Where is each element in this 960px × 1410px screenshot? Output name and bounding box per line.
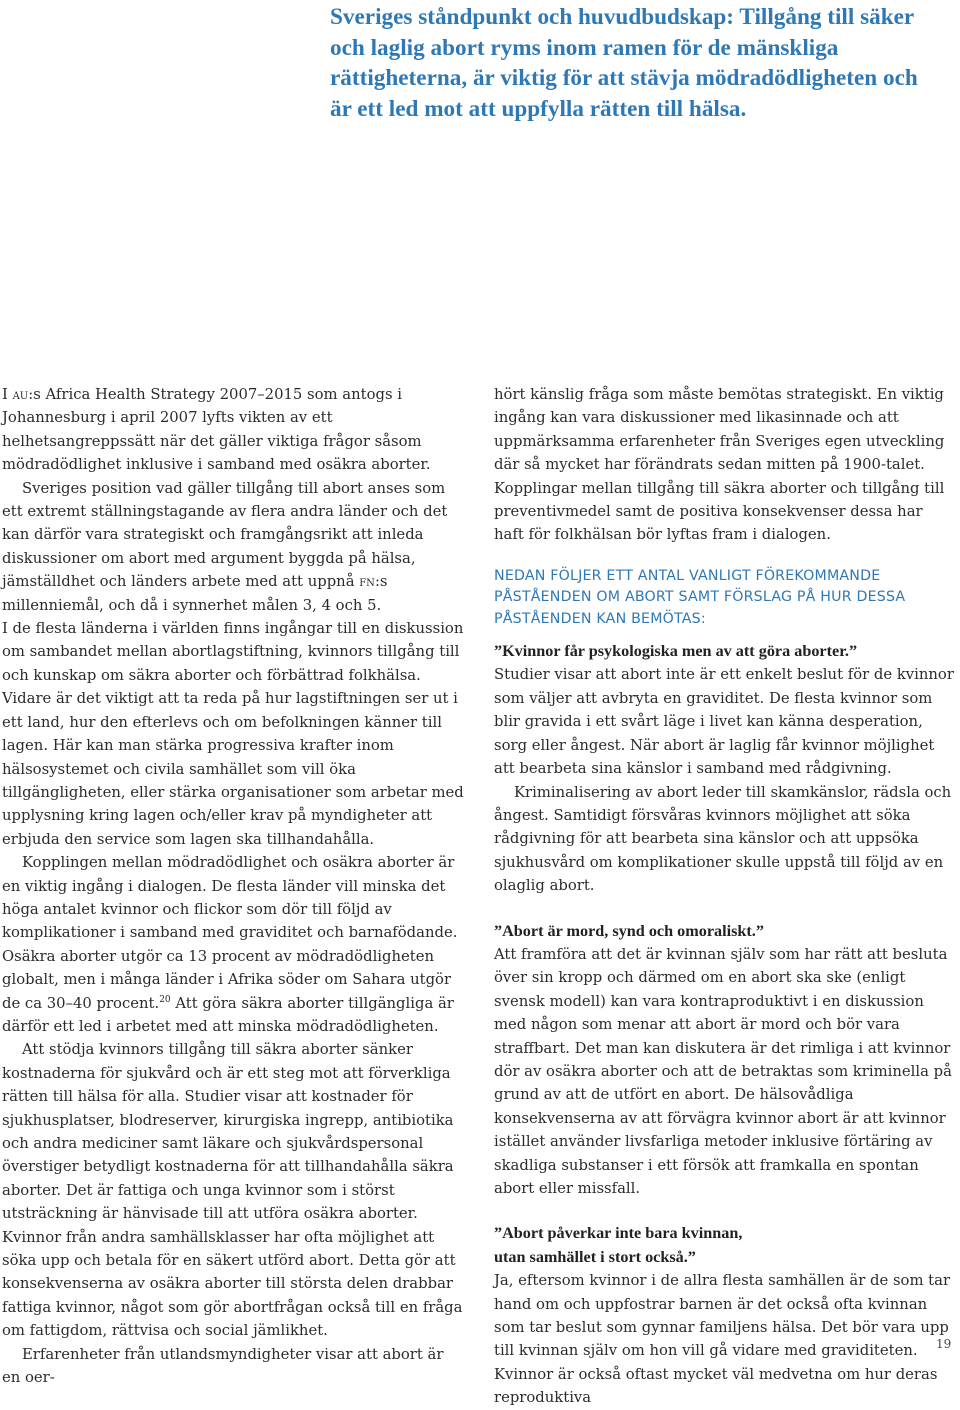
paragraph-experiences: Erfarenheter från utlandsmyndigheter visar att abort är en oer- xyxy=(2,1345,444,1387)
claim-heading-society: ”Abort påverkar inte bara kvinnan, utan samhället i stort också.” xyxy=(494,1224,743,1266)
paragraph-murder-response: Att framföra att det är kvinnan själv som har rätt att besluta över sin kropp och därmed om en abort ska ske (enligt svensk modell) kan vara kontraproduktivt i en diskussion med någon som menar att abort är mord och bör vara straffbart. Det man kan diskutera är det rimliga i att kvinnor dör av osäkra aborter och att de betraktas som kriminella på grund av att de utfört en abort. De hälsovådliga konsekvenserna av att förvägra kvinnor abort är att kvinnor istället använder livsfarliga metoder inklusive förtäring av skadliga substanser i ett försök att framkalla en spontan abort eller missfall. xyxy=(494,945,952,1197)
footnote-ref: 20 xyxy=(159,994,171,1005)
paragraph-society-response: Ja, eftersom kvinnor i de allra flesta samhällen är de som tar hand om och uppfostrar barnen är det också ofta kvinnan som tar beslut som gynnar familjens hälsa. Det bör vara upp till kvinnan själv om hon vill gå vidare med graviditeten. Kvinnor är också oftast mycket väl medvetna om hur deras reproduktiva xyxy=(494,1272,951,1407)
claims-intro-heading: NEDAN FÖLJER ETT ANTAL VANLIGT FÖREKOMMANDE PÅSTÅENDEN OM ABORT SAMT FÖRSLAG PÅ HUR DESSA PÅSTÅENDEN KAN BEMÖTAS: xyxy=(494,567,906,627)
paragraph-sweden-position: Sveriges position vad gäller tillgång till abort anses som ett extremt ställningstagande av flera andra länder och det kan därför vara strategiskt och framgångsrikt att inleda diskussioner om abort med argument byggda på hälsa, jämställdhet och länders arbete med att uppnå fn:s millenniemål, och då i synnerhet målen 3, 4 och 5. xyxy=(2,479,448,614)
spacer xyxy=(494,898,956,920)
claim-heading-murder: ”Abort är mord, synd och omoraliskt.” xyxy=(494,921,764,940)
spacer xyxy=(494,1200,956,1222)
paragraph-continuation: hört känslig fråga som måste bemötas strategiskt. En viktig ingång kan vara diskussioner med likasinnade och att uppmärksamma erfarenheter från Sveriges egen utveckling där så mycket har förändrats sedan mitten på 1900-talet. Kopplingar mellan tillgång till säkra aborter och tillgång till preventivmedel samt de positiva konsekvenser dessa har haft för folkhälsan bör lyftas fram i dialogen. xyxy=(494,386,945,544)
right-column xyxy=(494,383,956,1410)
left-column xyxy=(2,383,464,1389)
page-number: 19 xyxy=(936,1337,952,1351)
section-heading: Sveriges ståndpunkt och huvudbudskap: Tillgång till säker och laglig abort ryms inom ramen för de mänskliga rättigheterna, är viktig för att stävja mödradödligheten och är ett led mot att uppfylla rätten till hälsa. xyxy=(330,4,918,122)
paragraph-maternal-mortality: Kopplingen mellan mödradödlighet och osäkra aborter är en viktig ingång i dialogen. De flesta länder vill minska det höga antalet kvinnor och flickor som dör till följd av komplikationer i samband med graviditet och barnafödande. Osäkra aborter utgör ca 13 procent av mödradödligheten globalt, men i många länder i Afrika söder om Sahara utgör de ca 30–40 procent.$^{20}$ Att göra säkra aborter tillgängliga är därför ett led i arbetet med att minska mödradödligheten. xyxy=(2,854,458,1035)
paragraph-au-strategy: I au:s Africa Health Strategy 2007–2015 som antogs i Johannesburg i april 2007 lyfts vikten av ett helhetsangreppssätt när det gäller viktiga frågor såsom mödradödlighet inklusive i samband med osäkra aborter. xyxy=(2,386,431,474)
paragraph-costs: Att stödja kvinnors tillgång till säkra aborter sänker kostnaderna för sjukvård och är ett steg mot att förverkliga rätten till hälsa för alla. Studier visar att kostnader för sjukhusplatser, blodreserver, kirurgiska ingrepp, antibiotika och andra mediciner samt läkare och sjukvårdspersonal överstiger betydligt kostnaderna för att tillhandahålla säkra aborter. Det är fattiga och unga kvinnor som i störst utsträckning är hänvisade till att utföra osäkra aborter. Kvinnor från andra samhällsklasser har ofta möjlighet att söka upp och betala för en säkert utförd abort. Detta gör att konsekvenserna av osäkra aborter till största delen drabbar fattiga kvinnor, något som gör abortfrågan också till en fråga om fattigdom, rättvisa och social jämlikhet. xyxy=(2,1041,463,1340)
paragraph-studies: Studier visar att abort inte är ett enkelt beslut för de kvinnor som väljer att avbryta en graviditet. De flesta kvinnor som blir gravida i ett svårt läge i livet kan känna desperation, sorg eller ångest. När abort är laglig får kvinnor möjlighet att bearbeta sina känslor i samband med rådgivning. xyxy=(494,666,954,778)
paragraph-criminalisation: Kriminalisering av abort leder till skamkänslor, rädsla och ångest. Samtidigt försvåras kvinnors möjlighet att söka rådgivning för att bearbeta sina känslor och att uppsöka sjukhusvård om komplikationer skulle uppstå till följd av en olaglig abort. xyxy=(494,783,952,895)
paragraph-legislation: I de flesta länderna i världen finns ingångar till en diskussion om sambandet mellan abortlagstiftning, kvinnors tillgång till och kunskap om säkra aborter och förbättrad folkhälsa. Vidare är det viktigt att ta reda på hur lagstiftningen ser ut i ett land, hur den efterlevs och om befolkningen känner till lagen. Här kan man stärka progressiva krafter inom hälsosystemet och civila samhället som vill öka tillgängligheten, eller stärka organisationer som arbetar med upplysning kring lagen och/eller krav på myndigheter att erbjuda den service som lagen ska tillhandahålla. xyxy=(2,620,464,848)
claim-heading-psychological: ”Kvinnor får psykologiska men av att göra aborter.” xyxy=(494,642,858,661)
